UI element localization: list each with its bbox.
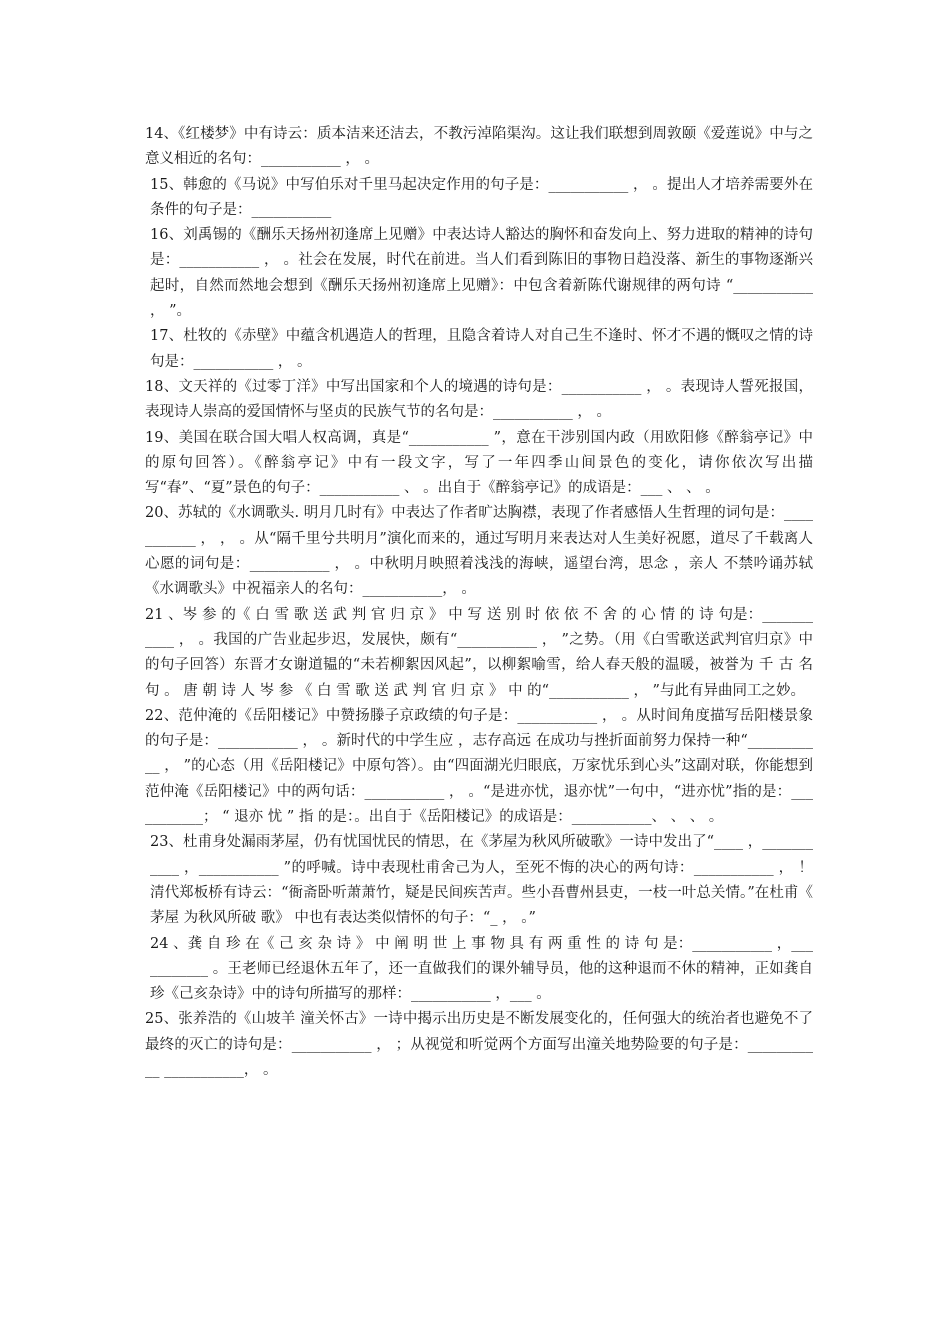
question-25: 25、张养浩的《山坡羊 潼关怀古》一诗中揭示出历史是不断发展变化的，任何强大的统治者也避免不了最终的灭亡的诗句是：___________ ， ；从视觉和听觉两个方面写出潼关地势险要的句子是：___________ ___________， 。 <box>145 1011 813 1078</box>
question-19: 19、美国在联合国大唱人权高调，真是“___________ ”，意在干涉别国内政（用欧阳修《醉翁亭记》中的原句回答）。《醉翁亭记》中有一段文字，写了一年四季山间景色的变化，请你依次写出描写“春”、“夏”景色的句子：___________ 、 。出自于《醉翁亭记》的成语是：___ 、 、 。 <box>145 429 813 497</box>
question-16: 16、刘禹锡的《酬乐天扬州初逢席上见赠》中表达诗人豁达的胸怀和奋发向上、努力进取的精神的诗句是：___________ ， 。社会在发展，时代在前进。当人们看到陈旧的事物日趋没落、新生的事物逐渐兴起时，自然而然地会想到《酬乐天扬州初逢席上见赠》：中包含着新陈代谢规律的两句诗 “___________ ， ”。 <box>150 227 813 320</box>
question-23: 23、杜甫身处漏雨茅屋，仍有忧国忧民的情思，在《茅屋为秋风所破歌》一诗中发出了“____ ，___________ ，___________ ”的呼喊。诗中表现杜甫舍己为人，至死不悔的决心的两句诗：___________ ， ！清代郑板桥有诗云：“衙斋卧听萧萧竹，疑是民间疾苦声。些小吾曹州县吏，一枝一叶总关情。”在杜甫《 茅屋 为秋风所破 歌》 中也有表达类似情怀的句子：“_ ， 。” <box>150 834 813 927</box>
question-22: 22、范仲淹的《岳阳楼记》中赞扬滕子京政绩的句子是：___________ ， 。从时间角度描写岳阳楼景象的句子是：___________ ， 。新时代的中学生应 ，志存高远 在成功与挫折面前努力保持一种“___________ ， ”的心态（用《岳阳楼记》中原句答）。由“四面湖光归眼底，万家忧乐到心头”这副对联，你能想到范仲淹《岳阳楼记》中的两句话：___________ ， 。“是进亦忧，退亦忧”一句中，“进亦忧”指的是：___________； “ 退亦 忧 ” 指 的是：。出自于《岳阳楼记》的成语是：___________、 、 、 。 <box>145 707 813 826</box>
question-20: 20、苏轼的《水调歌头. 明月几时有》中表达了作者旷达胸襟，表现了作者感悟人生哲理的词句是：___________ ， ， 。从“隔千里兮共明月”演化而来的，通过写明月来表达对人生美好祝愿，道尽了千载离人心愿的词句是：___________ ， 。中秋明月映照着浅浅的海峡，遥望台湾，思念 ，亲人 不禁吟诵苏轼《水调歌头》中祝福亲人的名句：___________， 。 <box>145 505 813 598</box>
question-15: 15、韩愈的《马说》中写伯乐对千里马起决定作用的句子是：___________ ， 。提出人才培养需要外在条件的句子是：___________ <box>150 176 813 218</box>
question-18: 18、文天祥的《过零丁洋》中写出国家和个人的境遇的诗句是：___________ ， 。表现诗人誓死报国，表现诗人崇高的爱国情怀与坚贞的民族气节的名句是：___________ ， 。 <box>145 378 813 421</box>
question-24: 24 、龚 自 珍 在《 己 亥 杂 诗 》 中 阐 明 世 上 事 物 具 有 两 重 性 的 诗 句 是：___________ ，___________ 。王老师已经退休五年了，还一直做我们的课外辅导员，他的这种退而不休的精神，正如龚自珍《己亥杂诗》中的诗句所描写的那样：___________ ，___ 。 <box>150 935 813 1003</box>
question-list <box>145 122 813 1083</box>
question-14: 14、《红楼梦》中有诗云：质本洁来还洁去，不教污淖陷渠沟。这让我们联想到周敦颐《爱莲说》中与之意义相近的名句：___________ ， 。 <box>145 126 813 168</box>
question-17: 17、杜牧的《赤壁》中蕴含机遇造人的哲理，且隐含着诗人对自己生不逢时、怀才不遇的慨叹之情的诗句是：___________ ， 。 <box>150 328 813 370</box>
question-21: 21 、岑 参 的《 白 雪 歌 送 武 判 官 归 京 》 中 写 送 别 时 依 依 不 舍 的 心 情 的 诗 句是：___________ ， 。我国的广告业起步迟，发展快，颇有“___________ ， ”之势。（用《白雪歌送武判官归京》中的句子回答）东晋才女谢道韫的“未若柳絮因风起”，以柳絮喻雪，给人春天般的温暖，被誉为 千 古 名 句 。 唐 朝 诗 人 岑 参 《 白 雪 歌 送 武 判 官 归 京 》 中 的“___________ ， ”与此有异曲同工之妙。 <box>145 606 813 699</box>
